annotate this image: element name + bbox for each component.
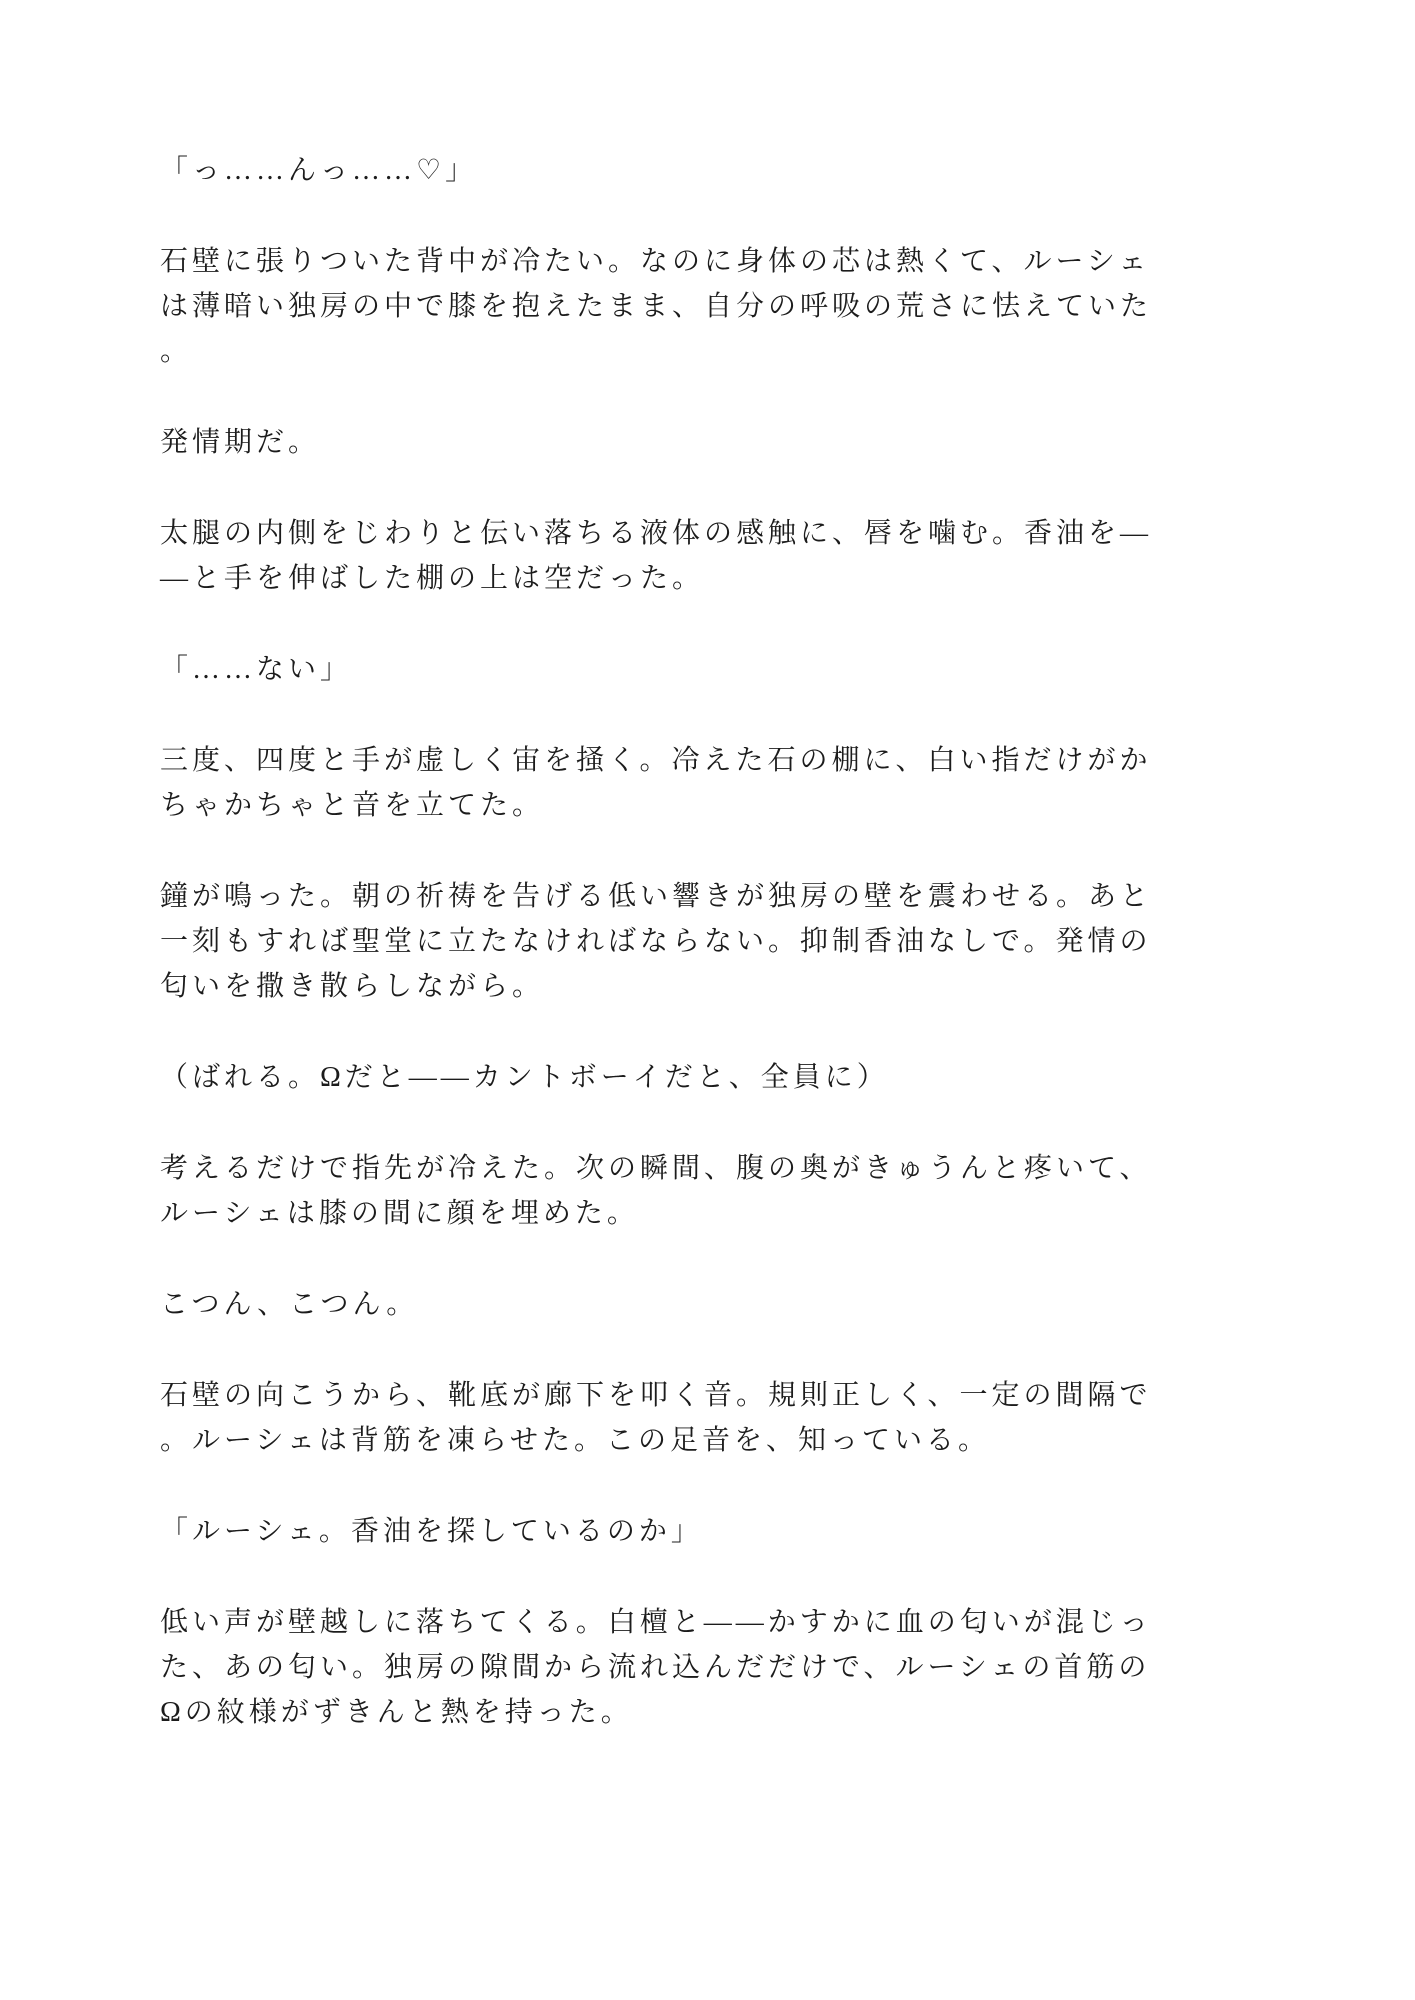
- paragraph-sound-effect: こつん、こつん。: [160, 1289, 419, 1320]
- paragraph-dialogue: 「ルーシェ。香油を探しているのか」: [160, 1516, 703, 1547]
- paragraph-dialogue: 「……ない」: [160, 654, 353, 685]
- paragraph-narration: 石壁に張りついた背中が冷たい。なのに身体の芯は熱くて、ルーシェは薄暗い独房の中で膝を抱えたまま、自分の呼吸の荒さに怯えていた。: [160, 246, 1153, 367]
- story-text-block: [160, 148, 1165, 1735]
- paragraph-narration: 低い声が壁越しに落ちてくる。白檀と——かすかに血の匂いが混じった、あの匂い。独房の隙間から流れ込んだだけで、ルーシェの首筋のΩの紋様がずきんと熱を持った。: [160, 1607, 1152, 1728]
- paragraph-inner-thought: （ばれる。Ωだと——カントボーイだと、全員に）: [160, 1062, 889, 1093]
- paragraph-narration: 考えるだけで指先が冷えた。次の瞬間、腹の奥がきゅうんと疼いて、ルーシェは膝の間に顔を埋めた。: [160, 1153, 1152, 1229]
- paragraph-dialogue: 「っ……んっ……♡」: [160, 155, 478, 186]
- paragraph-narration: 太腿の内側をじわりと伝い落ちる液体の感触に、唇を噛む。香油を——と手を伸ばした棚の上は空だった。: [160, 518, 1153, 594]
- paragraph-narration: 三度、四度と手が虚しく宙を掻く。冷えた石の棚に、白い指だけがかちゃかちゃと音を立てた。: [160, 745, 1152, 821]
- paragraph-narration: 鐘が鳴った。朝の祈祷を告げる低い響きが独房の壁を震わせる。あと一刻もすれば聖堂に立たなければならない。抑制香油なしで。発情の匂いを撒き散らしながら。: [160, 881, 1153, 1002]
- paragraph-narration: 石壁の向こうから、靴底が廊下を叩く音。規則正しく、一定の間隔で。ルーシェは背筋を凍らせた。この足音を、知っている。: [160, 1380, 1152, 1456]
- paragraph-narration: 発情期だ。: [160, 427, 321, 458]
